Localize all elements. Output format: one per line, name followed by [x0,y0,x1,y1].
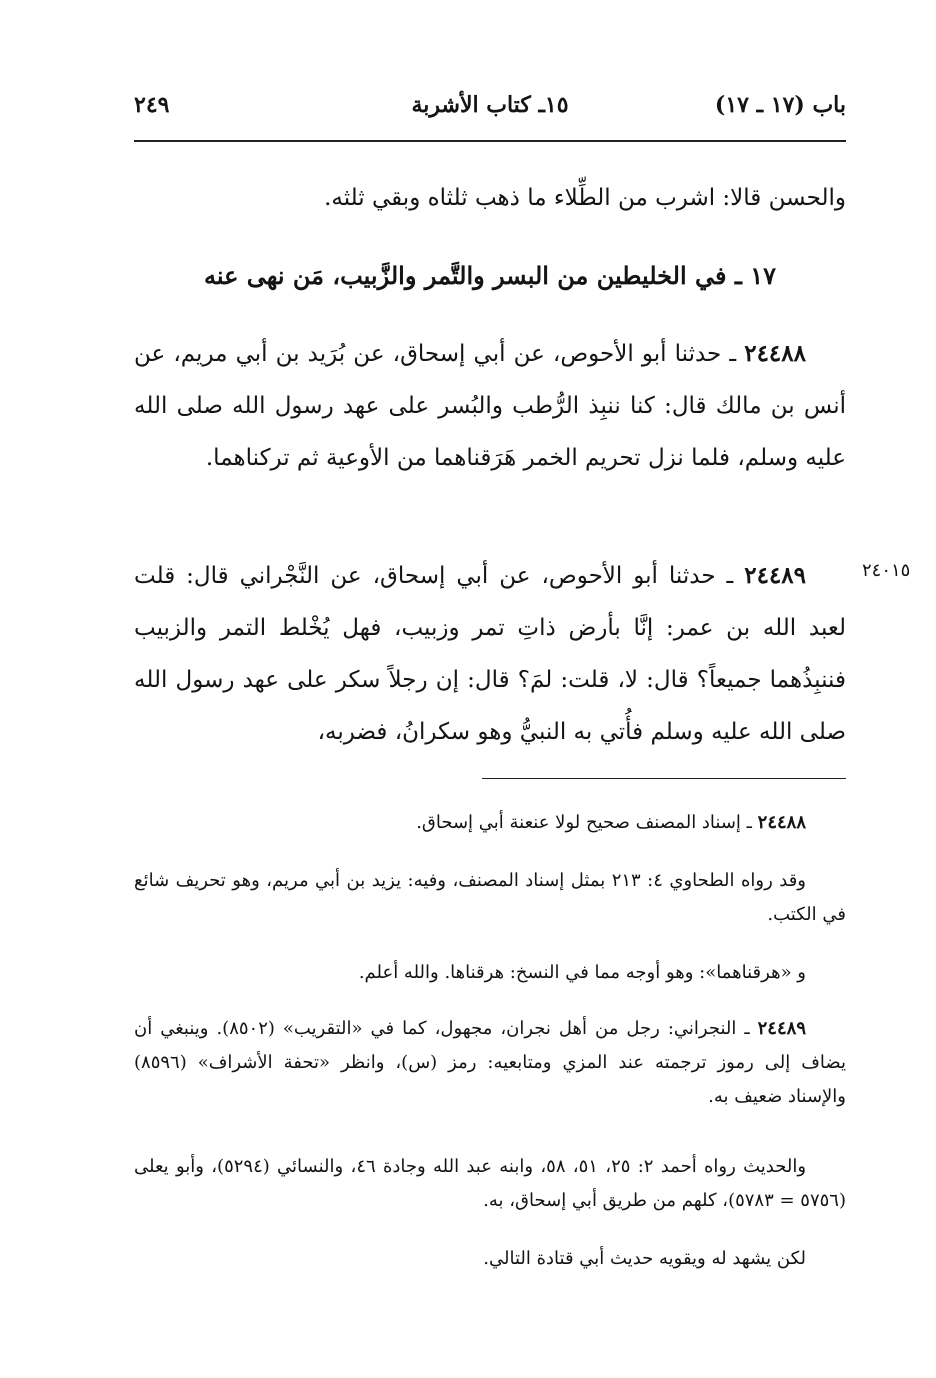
hadith-text: ـ حدثنا أبو الأحوص، عن أبي إسحاق، عن بُرَيد بن أبي مريم، عن أنس بن مالك قال: كنا ننبِذ الرُّطب والبُسر على عهد رسول الله صلى الله عليه وسلم، فلما نزل تحريم الخمر هَرَقناهما من الأوعية ثم تركناهما. [134,341,846,471]
footnote-24489 [134,1012,846,1114]
hadith-number: ٢٤٤٨٨ [744,340,806,367]
footnote-24488 [134,806,846,840]
footnote-divider [482,778,846,779]
header-divider [134,140,846,142]
margin-reference-number: ٢٤٠١٥ [862,560,911,581]
footnote-paragraph: لكن يشهد له ويقويه حديث أبي قتادة التالي. [483,1248,806,1269]
page-number: ٢٤٩ [134,92,170,118]
footnote-text: ـ إسناد المصنف صحيح لولا عنعنة أبي إسحاق. [416,812,752,833]
footnote-paragraph: والحديث رواه أحمد ٢: ٢٥، ٥١، ٥٨، وابنه عبد الله وجادة ٤٦، والنسائي (٥٢٩٤)، وأبو يعلى (٥٧٥٦ = ٥٧٨٣)، كلهم من طريق أبي إسحاق، به. [134,1156,846,1211]
page-header [134,92,846,134]
chapter-reference: باب (١٧ ـ ١٧) [714,92,846,118]
hadith-24489 [134,550,846,758]
book-title: ١٥ـ كتاب الأشربة [411,92,569,118]
continuation-text: والحسن قالا: اشرب من الطِّلاء ما ذهب ثلثاه وبقي ثلثه. [324,185,846,211]
footnote-number: ٢٤٤٨٨ [757,812,806,833]
hadith-24488 [134,328,846,484]
hadith-text: ـ حدثنا أبو الأحوص، عن أبي إسحاق، عن النَّجْراني قال: قلت لعبد الله بن عمر: إنَّا بأرض ذاتِ تمر وزبيب، فهل يُخْلط التمر والزبيب فننبِذُهما جميعاً؟ قال: لا، قلت: لمَ؟ قال: إن رجلاً سكر على عهد رسول الله صلى الله عليه وسلم فأُتي به النبيُّ وهو سكرانُ، فضربه، [134,563,846,745]
hadith-number: ٢٤٤٨٩ [744,562,807,589]
footnote-number: ٢٤٤٨٩ [757,1018,806,1039]
footnote-text: ـ النجراني: رجل من أهل نجران، مجهول، كما في «التقريب» (٨٥٠٢). وينبغي أن يضاف إلى رموز ترجمته عند المزي ومتابعيه: رمز (س)، وانظر «تحفة الأشراف» (٨٥٩٦) والإسناد ضعيف به. [134,1018,846,1107]
section-heading: ١٧ ـ في الخليطين من البسر والتَّمر والزَّبيب، مَن نهى عنه [204,261,776,290]
footnote-paragraph: وقد رواه الطحاوي ٤: ٢١٣ بمثل إسناد المصنف، وفيه: يزيد بن أبي مريم، وهو تحريف شائع في الكتب. [134,870,846,925]
footnote-paragraph: و «هرقناهما»: وهو أوجه مما في النسخ: هرقناها. والله أعلم. [358,962,806,983]
